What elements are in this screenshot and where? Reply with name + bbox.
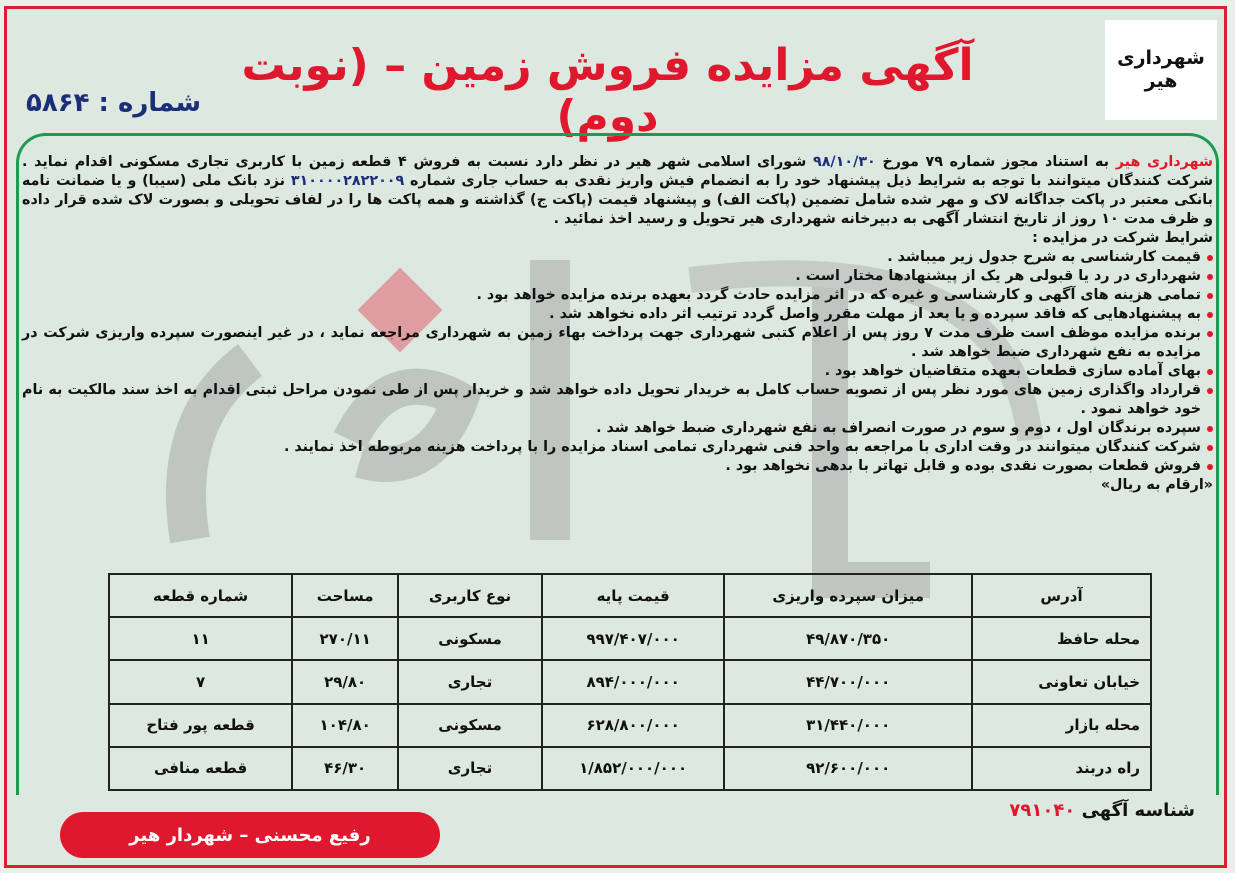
table-header-row xyxy=(109,574,1151,617)
condition-item: سپرده برندگان اول ، دوم و سوم در صورت انصراف به نفع شهرداری ضبط خواهد شد . xyxy=(22,419,1213,438)
table-row xyxy=(109,617,1151,660)
cell-address: محله حافظ xyxy=(972,617,1151,660)
cell-area: ۲۹/۸۰ xyxy=(292,660,398,703)
cell-usage: مسکونی xyxy=(398,704,542,747)
cell-area: ۱۰۴/۸۰ xyxy=(292,704,398,747)
ad-body xyxy=(22,153,1213,495)
intro-text-1: به استناد مجوز شماره ۷۹ مورخ xyxy=(875,154,1116,170)
currency-note: «ارقام به ریال» xyxy=(1100,477,1213,493)
condition-item: فروش قطعات بصورت نقدی بوده و قابل تهاتر با بدهی نخواهد بود . xyxy=(22,457,1213,476)
conditions-list xyxy=(22,248,1213,476)
condition-item: شهرداری در رد یا قبولی هر یک از پیشنهادها مختار است . xyxy=(22,267,1213,286)
cell-deposit: ۴۹/۸۷۰/۳۵۰ xyxy=(724,617,972,660)
cell-usage: تجاری xyxy=(398,660,542,703)
col-plot-number: شماره قطعه xyxy=(109,574,292,617)
table-row xyxy=(109,660,1151,703)
cell-deposit: ۳۱/۴۴۰/۰۰۰ xyxy=(724,704,972,747)
table-row xyxy=(109,747,1151,790)
logo-line-1: شهرداری xyxy=(1117,47,1205,70)
cell-usage: مسکونی xyxy=(398,617,542,660)
cell-base-price: ۶۲۸/۸۰۰/۰۰۰ xyxy=(542,704,724,747)
cell-plot-number: ۷ xyxy=(109,660,292,703)
col-usage: نوع کاربری xyxy=(398,574,542,617)
cell-deposit: ۴۴/۷۰۰/۰۰۰ xyxy=(724,660,972,703)
cell-area: ۴۶/۳۰ xyxy=(292,747,398,790)
cell-area: ۲۷۰/۱۱ xyxy=(292,617,398,660)
condition-item: قیمت کارشناسی به شرح جدول زیر میباشد . xyxy=(22,248,1213,267)
condition-item: برنده مزایده موظف است ظرف مدت ۷ روز پس از اعلام کتبی شهرداری جهت پرداخت بهاء زمین به شهرداری مراجعه نماید ، در غیر اینصورت سپرده واریزی شرکت در مزایده به نفع شهرداری ضبط خواهد شد . xyxy=(22,324,1213,362)
cell-base-price: ۱/۸۵۲/۰۰۰/۰۰۰ xyxy=(542,747,724,790)
municipality-logo-box xyxy=(1105,20,1217,120)
col-address: آدرس xyxy=(972,574,1151,617)
logo-line-2: هیر xyxy=(1144,70,1178,92)
cell-plot-number: قطعه پور فتاح xyxy=(109,704,292,747)
cell-address: راه دربند xyxy=(972,747,1151,790)
col-deposit: میزان سپرده واریزی xyxy=(724,574,972,617)
land-table xyxy=(108,573,1152,791)
ad-id-value: ۷۹۱۰۴۰ xyxy=(1009,800,1076,821)
cell-deposit: ۹۲/۶۰۰/۰۰۰ xyxy=(724,747,972,790)
cell-address: محله بازار xyxy=(972,704,1151,747)
col-area: مساحت xyxy=(292,574,398,617)
condition-item: به پیشنهادهایی که فاقد سپرده و یا بعد از مهلت مقرر واصل گردد ترتیب اثر داده نخواهد شد . xyxy=(22,305,1213,324)
condition-item: شرکت کنندگان میتوانند در وقت اداری با مراجعه به واحد فنی شهرداری تمامی اسناد مزایده را با پرداخت هزینه مربوطه اخذ نمایند . xyxy=(22,438,1213,457)
ad-title: آگهی مزایده فروش زمین – (نوبت دوم) xyxy=(241,40,974,142)
cell-plot-number: قطعه منافی xyxy=(109,747,292,790)
permit-date: ۹۸/۱۰/۳۰ xyxy=(812,154,876,170)
cell-plot-number: ۱۱ xyxy=(109,617,292,660)
intro-paragraph xyxy=(22,153,1213,229)
intro-text-2: شورای اسلامی شهر هیر در نظر دارد نسبت به فروش ۴ قطعه زمین با کاربری تجاری مسکونی اقدام نماید . شرکت کنندگان میتوانند با توجه به شرایط ذیل پیشنهاد خود را به انضمام فیش واریز نقدی به حساب جاری شماره xyxy=(22,154,1214,189)
conditions-heading: شرایط شرکت در مزایده : xyxy=(1032,230,1213,246)
condition-item: بهای آماده سازی قطعات بعهده متقاضیان خواهد بود . xyxy=(22,362,1213,381)
mayor-signature-badge: رفیع محسنی – شهردار هیر xyxy=(60,812,440,858)
ad-number: شماره : ۵۸۶۴ xyxy=(26,88,202,118)
condition-item: تمامی هزینه های آگهی و کارشناسی و غیره که در اثر مزایده حادث گردد بعهده برنده مزایده خواهد بود . xyxy=(22,286,1213,305)
cell-usage: تجاری xyxy=(398,747,542,790)
cell-base-price: ۹۹۷/۴۰۷/۰۰۰ xyxy=(542,617,724,660)
org-name: شهرداری هیر xyxy=(1115,154,1213,170)
ad-identifier xyxy=(1009,800,1195,821)
cell-base-price: ۸۹۴/۰۰۰/۰۰۰ xyxy=(542,660,724,703)
condition-item: قرارداد واگذاری زمین های مورد نظر پس از تصویه حساب کامل به خریدار تحویل داده خواهد شد و خریدار پس از طی نمودن مراحل ثبتی اقدام به اخذ سند مالکیت به نام خود خواهد نمود . xyxy=(22,381,1213,419)
cell-address: خیابان تعاونی xyxy=(972,660,1151,703)
account-number: ۳۱۰۰۰۰۲۸۲۲۰۰۹ xyxy=(290,173,405,189)
col-base-price: قیمت پایه xyxy=(542,574,724,617)
ad-id-label: شناسه آگهی xyxy=(1075,800,1195,821)
intro-text-3: نزد بانک ملی (سیبا) و یا ضمانت نامه بانکی معتبر در پاکت جداگانه لاک و مهر شده شامل تضمین (پاکت الف) و پیشنهاد قیمت (پاکت ج) گذاشته و همه پاکت ها را در لفاف تحویلی و بصورت لاک شده قرار داده و ظرف مدت ۱۰ روز از تاریخ انتشار آگهی به دبیرخانه شهرداری هیر تحویل و رسید اخذ نمائید . xyxy=(22,173,1213,227)
table-row xyxy=(109,704,1151,747)
